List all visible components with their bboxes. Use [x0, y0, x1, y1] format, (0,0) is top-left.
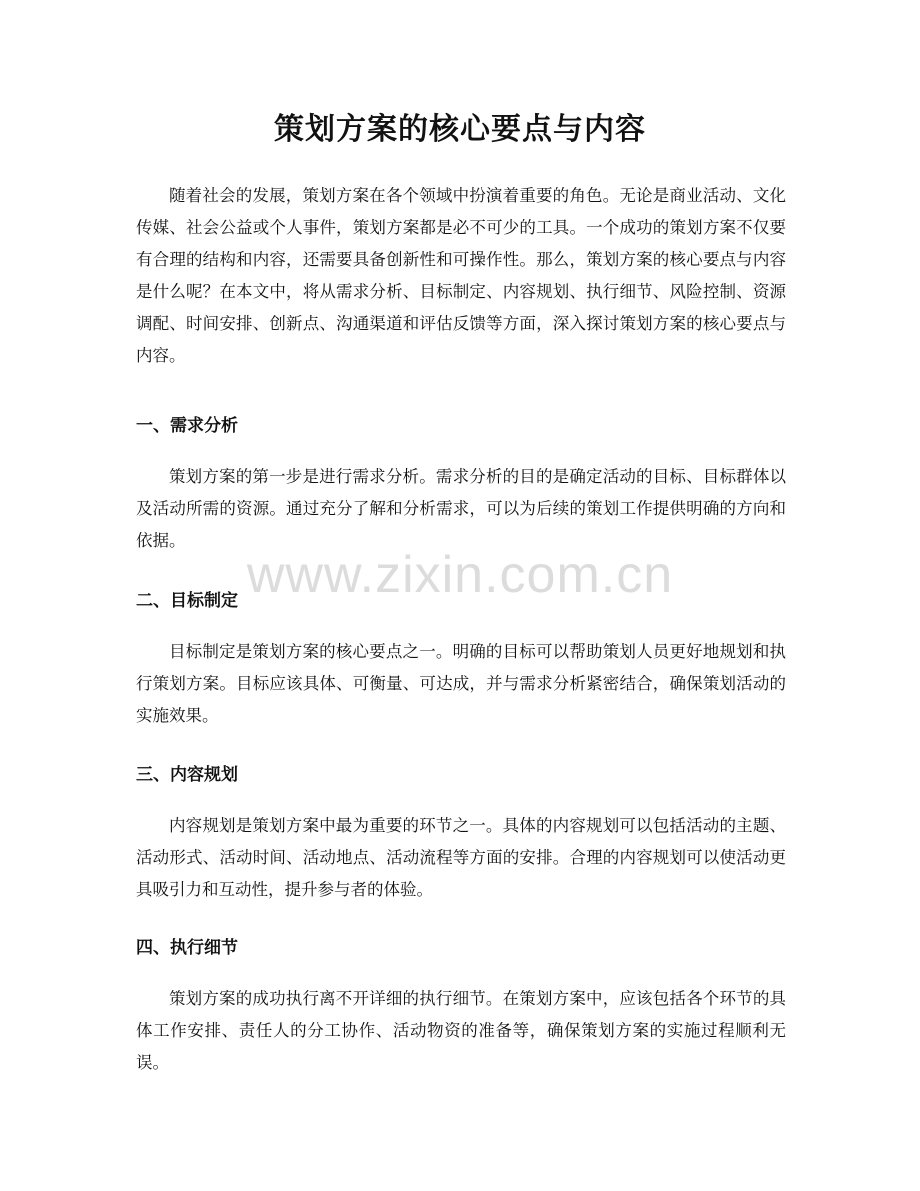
document-title: 策划方案的核心要点与内容: [274, 112, 646, 147]
intro-paragraph: 随着社会的发展，策划方案在各个领域中扮演着重要的角色。无论是商业活动、文化传媒、社会公益或个人事件，策划方案都是必不可少的工具。一个成功的策划方案不仅要有合理的结构和内容，还需要具备创新性和可操作性。那么，策划方案的核心要点与内容是什么呢？在本文中，将从需求分析、目标制定、内容规划、执行细节、风险控制、资源调配、时间安排、创新点、沟通渠道和评估反馈等方面，深入探讨策划方案的核心要点与内容。: [136, 186, 786, 365]
section-body-4: 策划方案的成功执行离不开详细的执行细节。在策划方案中，应该包括各个环节的具体工作安排、责任人的分工协作、活动物资的准备等，确保策划方案的实施过程顺利无误。: [136, 989, 786, 1072]
watermark: www.zixin.com.cn: [246, 546, 674, 604]
section-heading-4: 四、执行细节: [136, 938, 238, 958]
section-body-1: 策划方案的第一步是进行需求分析。需求分析的目的是确定活动的目标、目标群体以及活动所需的资源。通过充分了解和分析需求，可以为后续的策划工作提供明确的方向和依据。: [136, 467, 786, 550]
section-heading-1: 一、需求分析: [136, 416, 238, 436]
section-body-2: 目标制定是策划方案的核心要点之一。明确的目标可以帮助策划人员更好地规划和执行策划方案。目标应该具体、可衡量、可达成，并与需求分析紧密结合，确保策划活动的实施效果。: [136, 642, 786, 725]
section-heading-3: 三、内容规划: [136, 765, 238, 785]
section-heading-2: 二、目标制定: [136, 591, 238, 611]
section-body-3: 内容规划是策划方案中最为重要的环节之一。具体的内容规划可以包括活动的主题、活动形式、活动时间、活动地点、活动流程等方面的安排。合理的内容规划可以使活动更具吸引力和互动性，提升参与者的体验。: [136, 816, 786, 899]
